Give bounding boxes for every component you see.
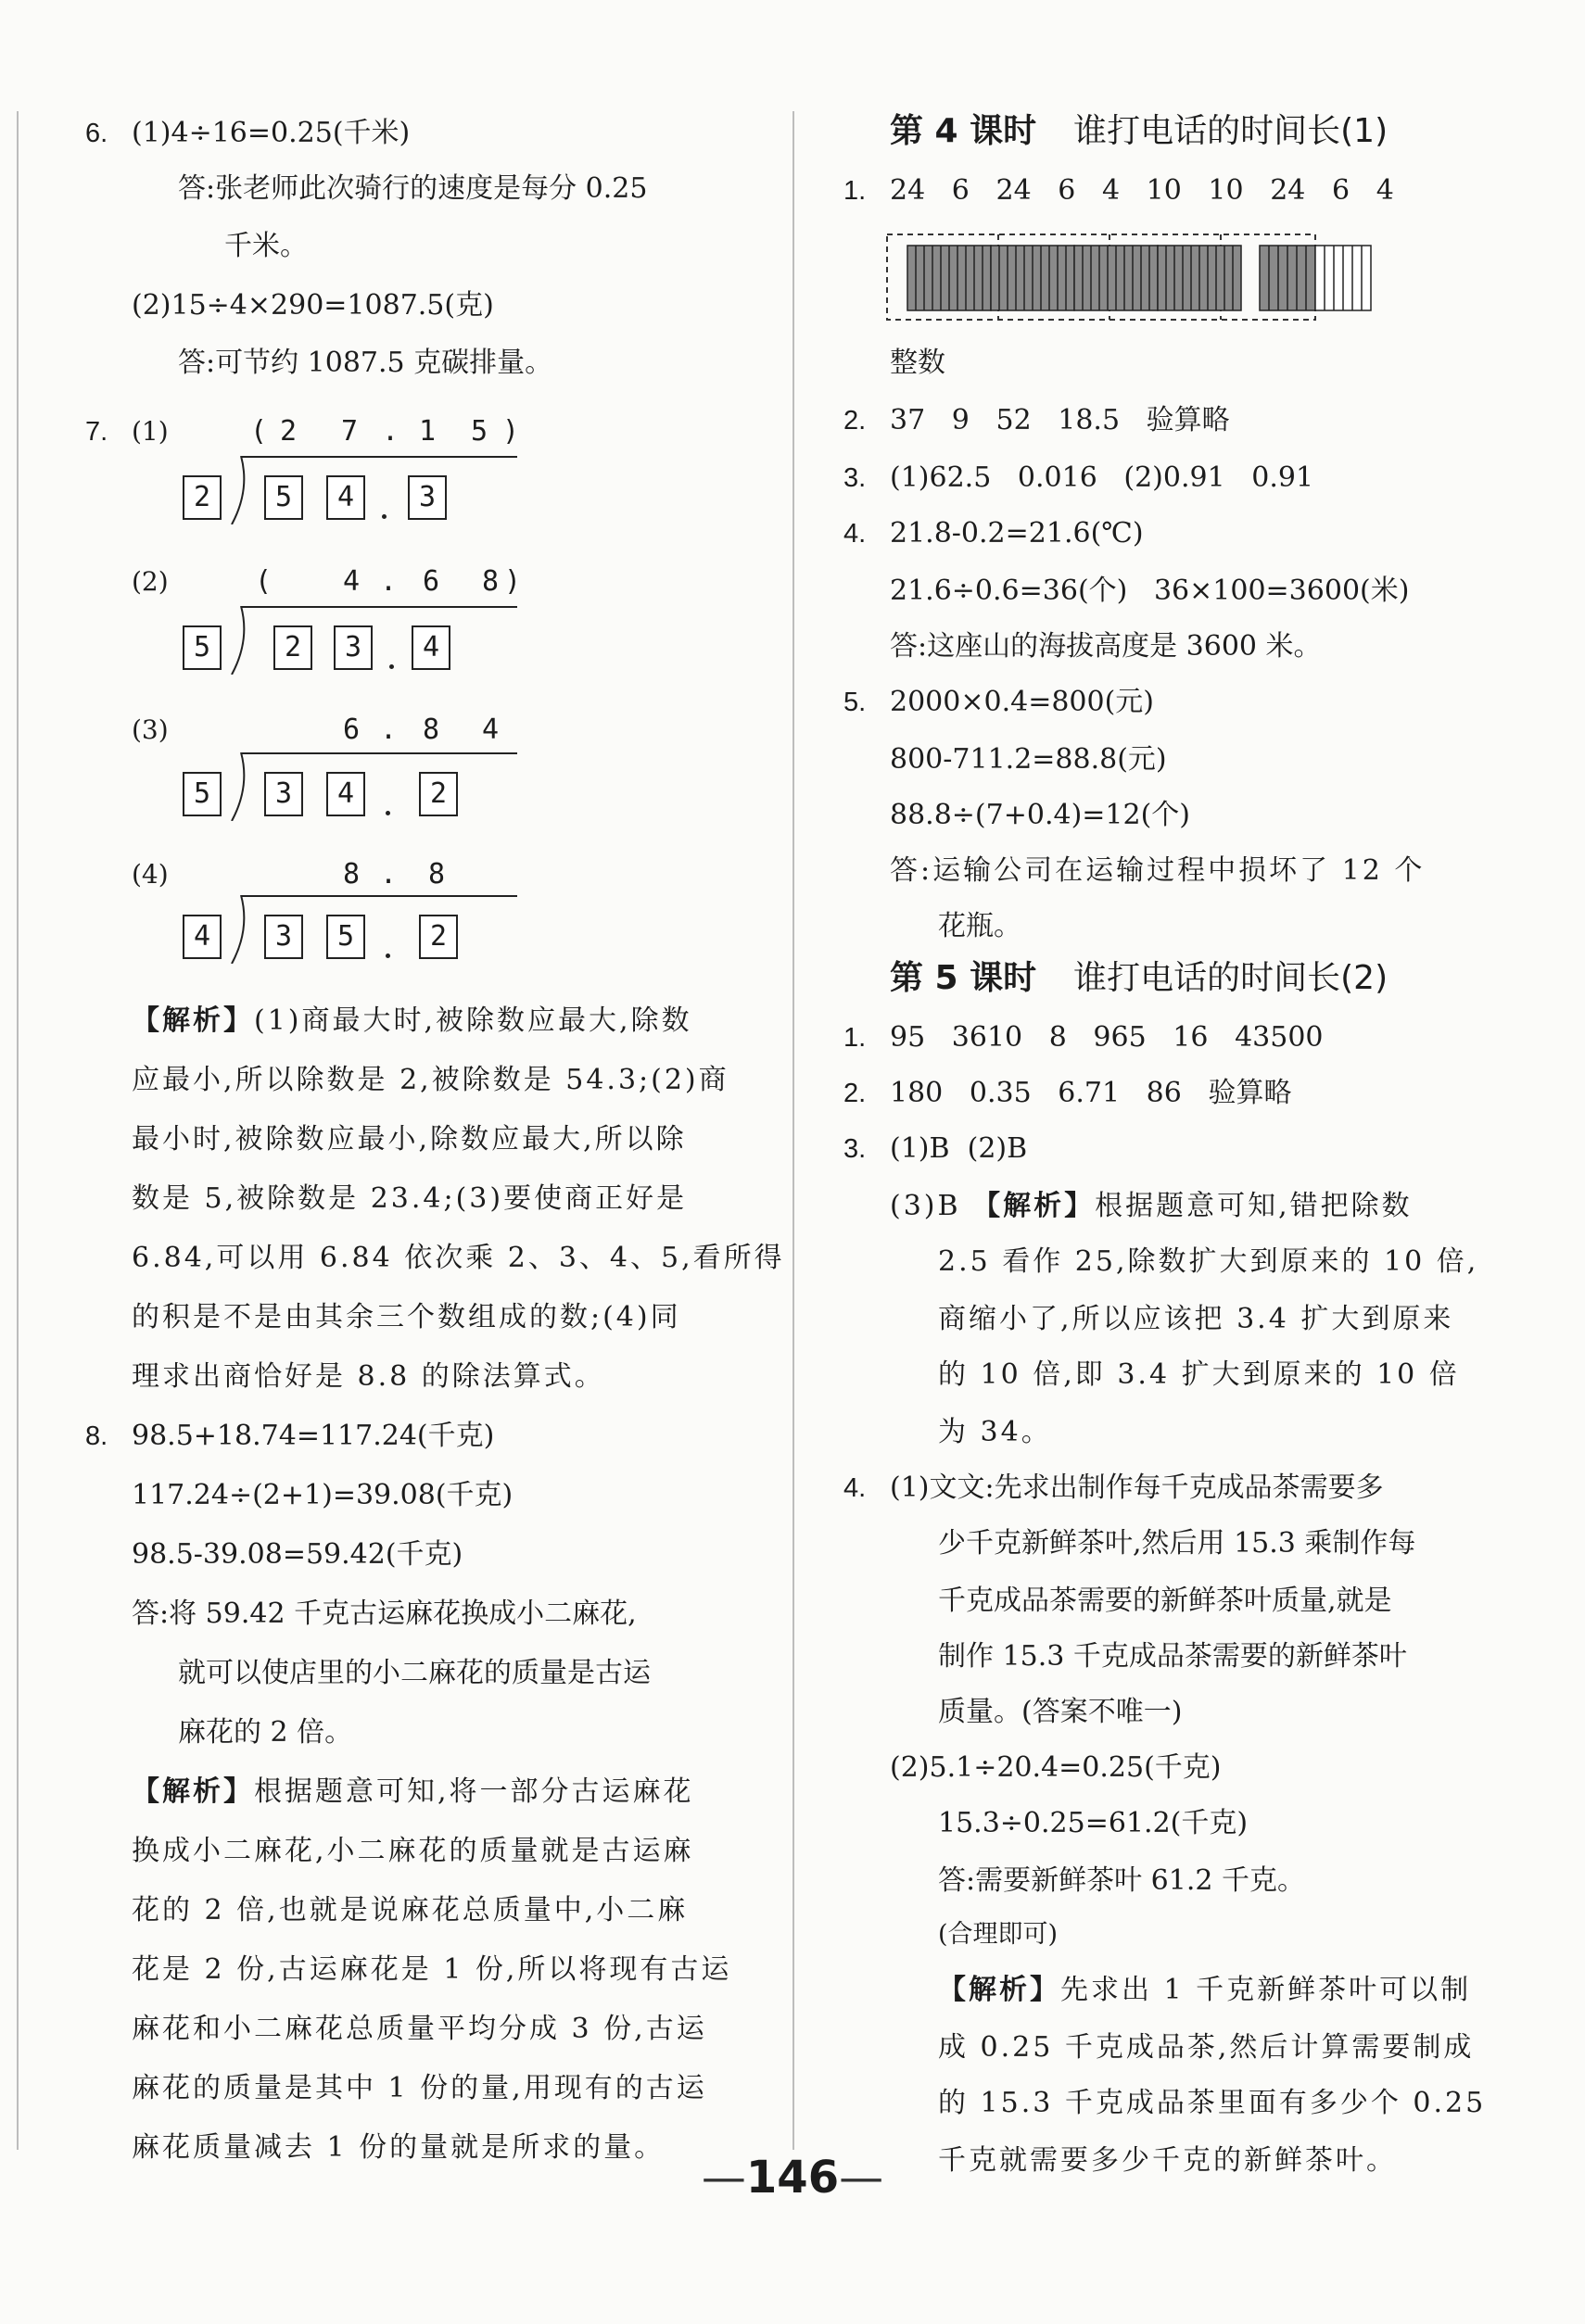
q3-line1: (1)B (2)B	[890, 1132, 1028, 1165]
lesson-title: 第 4 课时	[890, 112, 1037, 150]
q3-text: (1)62.5 0.016 (2)0.91 0.91	[890, 461, 1314, 494]
q4-answer: 答:这座山的海拔高度是 3600 米。	[890, 630, 1322, 663]
question-number: 5.	[843, 688, 867, 717]
analysis-line: 商缩小了,所以应该把 3.4 扩大到原来	[938, 1303, 1454, 1335]
lesson-subtitle: 谁打电话的时间长(1)	[1073, 112, 1388, 150]
q6-part1: (1)4÷16=0.25(千米)	[132, 117, 411, 149]
dividend-box: 3	[408, 475, 447, 520]
quotient-digit: .	[380, 858, 398, 890]
analysis-line: 理求出商恰好是 8.8 的除法算式。	[132, 1360, 605, 1393]
dividend-box: 5	[326, 915, 365, 959]
q3-part3	[890, 1188, 1413, 1225]
analysis-line: 数是 5,被除数是 23.4;(3)要使商正好是	[132, 1182, 688, 1215]
question-number: 8.	[85, 1421, 108, 1451]
analysis-line: 成 0.25 千克成品茶,然后计算需要制成	[938, 2031, 1475, 2064]
division-bracket	[228, 752, 250, 821]
dividend-box: 5	[264, 475, 303, 520]
q5-step: 800-711.2=88.8(元)	[890, 743, 1167, 776]
q5-step: 2000×0.4=800(元)	[890, 686, 1154, 718]
analysis-line: 的积是不是由其余三个数组成的数;(4)同	[132, 1301, 681, 1333]
q4-step: 21.6÷0.6=36(个) 36×100=3600(米)	[890, 575, 1410, 607]
quotient-digit: (	[250, 415, 268, 448]
analysis-tag: 【解析】	[132, 1775, 254, 1808]
division-bracket	[228, 456, 250, 524]
division-label: (4)	[132, 859, 169, 890]
question-number: 3.	[843, 463, 867, 493]
q4-part1: 少千克新鲜茶叶,然后用 15.3 乘制作每	[938, 1527, 1416, 1560]
division-label: (2)	[132, 566, 169, 597]
analysis-line: 麻花质量减去 1 份的量就是所求的量。	[132, 2131, 666, 2164]
analysis-line: 应最小,所以除数是 2,被除数是 54.3;(2)商	[132, 1064, 729, 1096]
quotient-digit: 4	[482, 714, 500, 746]
analysis-line: 花是 2 份,古运麻花是 1 份,所以将现有古运	[132, 1953, 732, 1986]
q4-part2: (合理即可)	[938, 1920, 1059, 1949]
analysis-line: 花的 2 倍,也就是说麻花总质量中,小二麻	[132, 1894, 689, 1926]
quotient-digit: .	[382, 415, 399, 448]
analysis-line: 为 34。	[938, 1416, 1052, 1448]
analysis-line: 换成小二麻花,小二麻花的质量就是古运麻	[132, 1835, 694, 1867]
page-number-value: 146	[745, 2152, 840, 2204]
divisor-box: 2	[183, 475, 222, 520]
q1-values: 24 6 24 6 4 10 10 24 6 4	[890, 174, 1394, 207]
analysis-text: 先求出 1 千克新鲜茶叶可以制	[1060, 1974, 1472, 2006]
dividend-box: 3	[264, 772, 303, 816]
division-label: (1)	[132, 416, 169, 447]
question-number: 2.	[843, 406, 867, 436]
q8-step: 98.5+18.74=117.24(千克)	[132, 1420, 495, 1452]
dividend-box: 4	[326, 772, 365, 816]
question-number: 4.	[843, 1473, 867, 1503]
q4-part1: 千克成品茶需要的新鲜茶叶质量,就是	[938, 1585, 1392, 1617]
q5-answer: 答:运输公司在运输过程中损坏了 12 个	[890, 854, 1426, 887]
analysis-line: 麻花的质量是其中 1 份的量,用现有的古运	[132, 2072, 707, 2104]
quotient-digit: 7	[341, 415, 359, 448]
dividend-box: 2	[419, 915, 458, 959]
dividend-box: 3	[264, 915, 303, 959]
q5-step: 88.8÷(7+0.4)=12(个)	[890, 799, 1190, 831]
analysis-line	[132, 1003, 692, 1040]
left-margin-line	[17, 111, 19, 2150]
analysis-line: 的 15.3 千克成品茶里面有多少个 0.25	[938, 2087, 1487, 2119]
quotient-digit: .	[380, 565, 398, 598]
analysis-line: 麻花和小二麻花总质量平均分成 3 份,古运	[132, 2013, 707, 2045]
quotient-digit: 6	[343, 714, 361, 746]
q4-part1: (1)文文:先求出制作每千克成品茶需要多	[890, 1471, 1384, 1504]
q4-part2: 答:需要新鲜茶叶 61.2 千克。	[938, 1864, 1305, 1897]
analysis-line: 千克就需要多少千克的新鲜茶叶。	[938, 2144, 1397, 2177]
divisor-box: 4	[183, 915, 222, 959]
analysis-line	[132, 1774, 694, 1811]
dividend-box: 4	[412, 625, 450, 670]
q4-step: 21.8-0.2=21.6(℃)	[890, 517, 1144, 549]
lesson-heading	[890, 958, 1388, 999]
analysis-line: 的 10 倍,即 3.4 扩大到原来的 10 倍	[938, 1358, 1460, 1391]
division-bar	[241, 606, 517, 608]
page-number-dash-left: —	[701, 2152, 746, 2204]
quotient-digit: 5	[471, 415, 488, 448]
division-bar	[241, 895, 517, 897]
q2-text: 37 9 52 18.5 验算略	[890, 404, 1230, 436]
quotient-digit: )	[504, 565, 522, 598]
q1-text: 95 3610 8 965 16 43500	[890, 1021, 1324, 1054]
analysis-line: 2.5 看作 25,除数扩大到原来的 10 倍,	[938, 1245, 1479, 1278]
divisor-box: 5	[183, 625, 222, 670]
quotient-digit: )	[502, 415, 520, 448]
analysis-line	[938, 1972, 1471, 2009]
page-number	[700, 2150, 885, 2205]
q8-answer: 麻花的 2 倍。	[178, 1716, 353, 1749]
analysis-tag: 【解析】	[132, 1004, 254, 1037]
page-number-dash-right: —	[839, 2152, 884, 2204]
lesson-subtitle: 谁打电话的时间长(2)	[1073, 959, 1388, 997]
analysis-line: 6.84,可以用 6.84 依次乘 2、3、4、5,看所得	[132, 1242, 785, 1274]
question-number: 3.	[843, 1134, 867, 1164]
division-bracket	[228, 606, 250, 675]
analysis-text: (1)商最大时,被除数应最大,除数	[254, 1004, 692, 1037]
q4-part1: 制作 15.3 千克成品茶需要的新鲜茶叶	[938, 1640, 1407, 1673]
question-number: 7.	[85, 417, 108, 447]
quotient-digit: 8	[482, 565, 500, 598]
divisor-box: 5	[183, 772, 222, 816]
decimal-point	[386, 954, 390, 958]
quotient-digit: (	[255, 565, 273, 598]
q1-result: 整数	[890, 347, 945, 379]
quotient-digit: 8	[423, 714, 440, 746]
division-bar	[241, 456, 517, 458]
column-divider	[792, 111, 794, 2150]
quotient-digit: .	[380, 714, 398, 746]
q5-answer: 花瓶。	[938, 910, 1021, 942]
q2-text: 180 0.35 6.71 86 验算略	[890, 1077, 1292, 1109]
quotient-digit: 6	[423, 565, 440, 598]
lesson-title: 第 5 课时	[890, 959, 1037, 997]
division-label: (3)	[132, 714, 169, 745]
dividend-box: 4	[326, 475, 365, 520]
q4-part1: 质量。(答案不唯一)	[938, 1696, 1183, 1728]
q8-answer: 就可以使店里的小二麻花的质量是古运	[178, 1657, 651, 1689]
shaded-strips	[907, 246, 1315, 310]
question-number: 4.	[843, 519, 867, 549]
analysis-tag: 【解析】	[972, 1190, 1096, 1222]
analysis-line: 最小时,被除数应最小,除数应最大,所以除	[132, 1123, 687, 1156]
analysis-text: 根据题意可知,将一部分古运麻花	[254, 1775, 694, 1808]
question-number: 6.	[85, 119, 108, 148]
q6-part1-answer: 答:张老师此次骑行的速度是每分 0.25	[178, 172, 648, 205]
decimal-point	[386, 811, 390, 815]
q3-part3-answer: (3)B	[890, 1190, 973, 1222]
q8-step: 117.24÷(2+1)=39.08(千克)	[132, 1479, 514, 1511]
q4-part2: (2)5.1÷20.4=0.25(千克)	[890, 1751, 1222, 1784]
decimal-point	[389, 664, 394, 669]
quotient-digit: 8	[343, 858, 361, 890]
question-number: 1.	[843, 176, 867, 206]
dividend-box: 2	[419, 772, 458, 816]
quotient-digit: 4	[343, 565, 361, 598]
q4-part2: 15.3÷0.25=61.2(千克)	[938, 1807, 1249, 1839]
dividend-box: 2	[273, 625, 312, 670]
analysis-tag: 【解析】	[938, 1974, 1060, 2006]
decimal-block-diagram	[885, 232, 1423, 324]
q6-part2: (2)15÷4×290=1087.5(克)	[132, 289, 494, 322]
q6-part2-answer: 答:可节约 1087.5 克碳排量。	[178, 347, 553, 379]
decimal-point	[382, 514, 387, 519]
dividend-box: 3	[334, 625, 373, 670]
division-bar	[241, 752, 517, 754]
quotient-digit: 1	[419, 415, 437, 448]
quotient-digit: 8	[428, 858, 446, 890]
q6-part1-answer-cont: 千米。	[224, 230, 308, 262]
question-number: 1.	[843, 1023, 867, 1053]
analysis-text: 根据题意可知,错把除数	[1095, 1190, 1413, 1222]
empty-strips	[1315, 246, 1371, 310]
q8-answer: 答:将 59.42 千克古运麻花换成小二麻花,	[132, 1598, 637, 1630]
lesson-heading	[890, 111, 1388, 152]
quotient-digit: 2	[280, 415, 298, 448]
division-bracket	[228, 895, 250, 964]
question-number: 2.	[843, 1079, 867, 1108]
q8-step: 98.5-39.08=59.42(千克)	[132, 1538, 463, 1571]
